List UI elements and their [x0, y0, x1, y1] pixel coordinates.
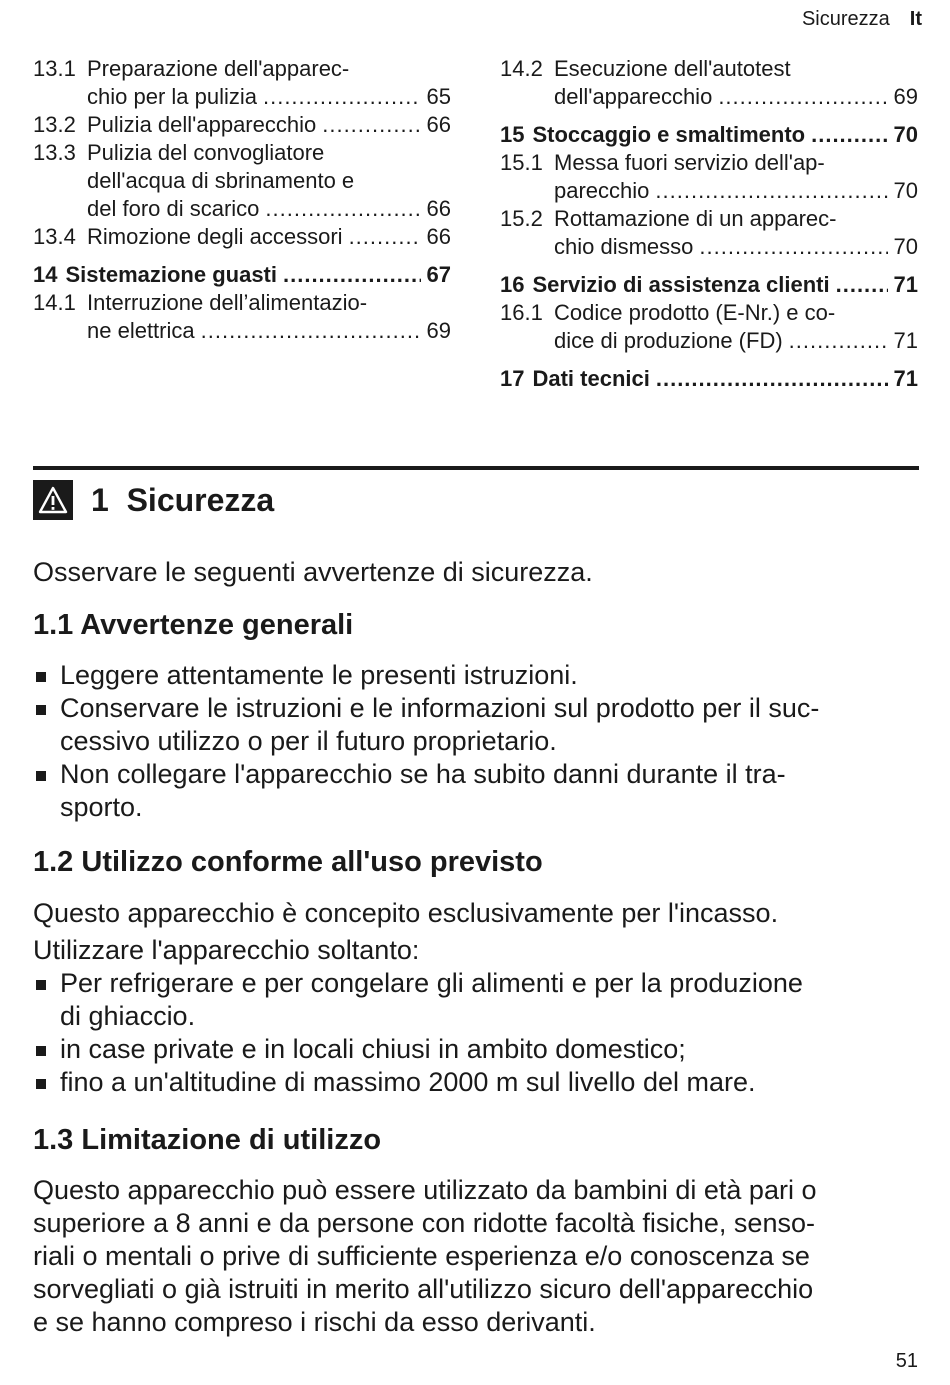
- bullet-item: [33, 659, 919, 692]
- bullet-line: sporto.: [60, 792, 143, 822]
- toc-title: Messa fuori servizio dell'ap-: [554, 150, 825, 175]
- page-number: 51: [895, 1350, 918, 1372]
- running-header: [802, 8, 922, 31]
- toc-title: Sistemazione guasti: [65, 262, 277, 287]
- bullet-line: cessivo utilizzo o per il futuro proprietario.: [60, 726, 557, 756]
- toc-leader-dots: [322, 111, 420, 139]
- toc-page-number: 67: [426, 262, 451, 287]
- bullet-line: Per refrigerare e per congelare gli alimenti e per la produzione: [60, 968, 803, 998]
- toc-number: 13.1: [33, 56, 76, 81]
- toc-title: Servizio di assistenza clienti: [532, 272, 830, 297]
- toc-number: 14.2: [500, 56, 543, 81]
- toc-page-number: 70: [893, 234, 918, 259]
- toc-leader-dots: [265, 195, 420, 223]
- bullet-line: fino a un'altitudine di massimo 2000 m sul livello del mare.: [60, 1067, 756, 1097]
- toc-title: Rottamazione di un apparec-: [554, 206, 837, 231]
- subsection-1-3-title: 1.3 Limitazione di utilizzo: [33, 1124, 382, 1156]
- toc-leader-dots: [655, 177, 887, 205]
- toc-leader-dots: [656, 365, 888, 393]
- bullet-list-intended-use: [33, 967, 919, 1099]
- toc-entry[interactable]: [33, 223, 451, 251]
- toc-leader-dots: [836, 271, 888, 299]
- section-title: Sicurezza: [126, 481, 275, 518]
- toc-title: Stoccaggio e smaltimento: [532, 122, 806, 147]
- bullet-item: [33, 1033, 919, 1066]
- toc-number: 16: [500, 272, 525, 297]
- toc-title: Dati tecnici: [532, 366, 650, 391]
- bullet-list-general-warnings: [33, 659, 919, 824]
- toc-entry[interactable]: [33, 139, 451, 223]
- toc-chapter-entry[interactable]: [500, 271, 918, 299]
- toc-leader-dots: [349, 223, 421, 251]
- bullet-item: [33, 967, 919, 1033]
- toc-title: dell'apparecchio: [554, 84, 713, 109]
- subsection-1-1-body: [33, 659, 919, 824]
- section-number: 1: [91, 481, 109, 518]
- paragraph-line: Questo apparecchio può essere utilizzato da bambini di età pari o: [33, 1175, 817, 1205]
- toc-chapter-entry[interactable]: [500, 365, 918, 393]
- toc-leader-dots: [283, 261, 421, 289]
- toc-leader-dots: [789, 327, 888, 355]
- toc-leader-dots: [699, 233, 887, 261]
- paragraph: Questo apparecchio è concepito esclusivamente per l'incasso.: [33, 898, 779, 928]
- toc-left-column: [33, 55, 451, 345]
- toc-page-number: 66: [426, 196, 451, 221]
- toc-leader-dots: [263, 83, 421, 111]
- toc-title: dell'acqua di sbrinamento e: [87, 168, 355, 193]
- toc-leader-dots: [201, 317, 421, 345]
- toc-title: del foro di scarico: [87, 196, 260, 221]
- bullet-line: Conservare le istruzioni e le informazioni sul prodotto per il suc-: [60, 693, 820, 723]
- subsection-1-1-title: 1.1 Avvertenze generali: [33, 609, 354, 641]
- bullet-line: in case private e in locali chiusi in ambito domestico;: [60, 1034, 686, 1064]
- subsection-1-2-body: [33, 897, 919, 1099]
- toc-number: 14.1: [33, 290, 76, 315]
- paragraph-line: sorvegliati o già istruiti in merito all'utilizzo sicuro dell'apparecchio: [33, 1274, 814, 1304]
- toc-entry[interactable]: [33, 111, 451, 139]
- toc-entry[interactable]: [500, 299, 918, 355]
- toc-title: dice di produzione (FD): [554, 328, 783, 353]
- toc-number: 13.3: [33, 140, 76, 165]
- toc-page-number: 71: [893, 272, 918, 297]
- toc-title: chio per la pulizia: [87, 84, 257, 109]
- toc-number: 13.2: [33, 112, 76, 137]
- toc-number: 15.1: [500, 150, 543, 175]
- toc-leader-dots: [718, 83, 887, 111]
- toc-number: 14: [33, 262, 58, 287]
- toc-title: Codice prodotto (E-Nr.) e co-: [554, 300, 836, 325]
- toc-right-column: [500, 55, 918, 393]
- bullet-item: [33, 758, 919, 824]
- section-rule: [33, 466, 919, 470]
- toc-entry[interactable]: [500, 149, 918, 205]
- toc-entry[interactable]: [33, 289, 451, 345]
- toc-title: chio dismesso: [554, 234, 694, 259]
- toc-entry[interactable]: [500, 55, 918, 111]
- toc-number: 17: [500, 366, 525, 391]
- toc-chapter-entry[interactable]: [33, 261, 451, 289]
- bullet-item: [33, 692, 919, 758]
- toc-page-number: 65: [426, 84, 451, 109]
- paragraph: Utilizzare l'apparecchio soltanto:: [33, 935, 420, 965]
- toc-number: 15: [500, 122, 525, 147]
- toc-title: Rimozione degli accessori: [87, 224, 343, 249]
- toc-page-number: 70: [893, 122, 918, 147]
- header-section: Sicurezza: [801, 8, 890, 30]
- toc-page-number: 71: [893, 328, 918, 353]
- toc-page-number: 66: [426, 112, 451, 137]
- subsection-1-3-body: [33, 1174, 919, 1339]
- toc-entry[interactable]: [500, 205, 918, 261]
- bullet-item: [33, 1066, 919, 1099]
- toc-page-number: 66: [426, 224, 451, 249]
- bullet-line: Non collegare l'apparecchio se ha subito danni durante il tra-: [60, 759, 786, 789]
- toc-title: Pulizia del convogliatore: [87, 140, 325, 165]
- toc-title: parecchio: [554, 178, 650, 203]
- warning-triangle-icon: [33, 480, 73, 520]
- subsection-1-2-title: 1.2 Utilizzo conforme all'uso previsto: [33, 846, 543, 878]
- header-language: It: [909, 8, 922, 30]
- toc-number: 15.2: [500, 206, 543, 231]
- bullet-line: di ghiaccio.: [60, 1001, 196, 1031]
- toc-entry[interactable]: [33, 55, 451, 111]
- toc-title: ne elettrica: [87, 318, 195, 343]
- toc-title: Interruzione dell’alimentazio-: [87, 290, 368, 315]
- paragraph-line: riali o mentali o prive di sufficiente esperienza e/o conoscenza se: [33, 1241, 810, 1271]
- section-heading: [33, 480, 274, 520]
- paragraph-line: superiore a 8 anni e da persone con ridotte facoltà fisiche, senso-: [33, 1208, 815, 1238]
- toc-title: Preparazione dell'apparec-: [87, 56, 350, 81]
- bullet-line: Leggere attentamente le presenti istruzioni.: [60, 660, 578, 690]
- toc-leader-dots: [811, 121, 887, 149]
- toc-page-number: 70: [893, 178, 918, 203]
- section-intro: Osservare le seguenti avvertenze di sicurezza.: [33, 557, 593, 587]
- paragraph-line: e se hanno compreso i rischi da esso derivanti.: [33, 1307, 596, 1337]
- toc-number: 13.4: [33, 224, 76, 249]
- toc-chapter-entry[interactable]: [500, 121, 918, 149]
- toc-page-number: 71: [893, 366, 918, 391]
- toc-number: 16.1: [500, 300, 543, 325]
- toc-page-number: 69: [426, 318, 451, 343]
- toc-page-number: 69: [893, 84, 918, 109]
- toc-title: Esecuzione dell'autotest: [554, 56, 791, 81]
- toc-title: Pulizia dell'apparecchio: [87, 112, 317, 137]
